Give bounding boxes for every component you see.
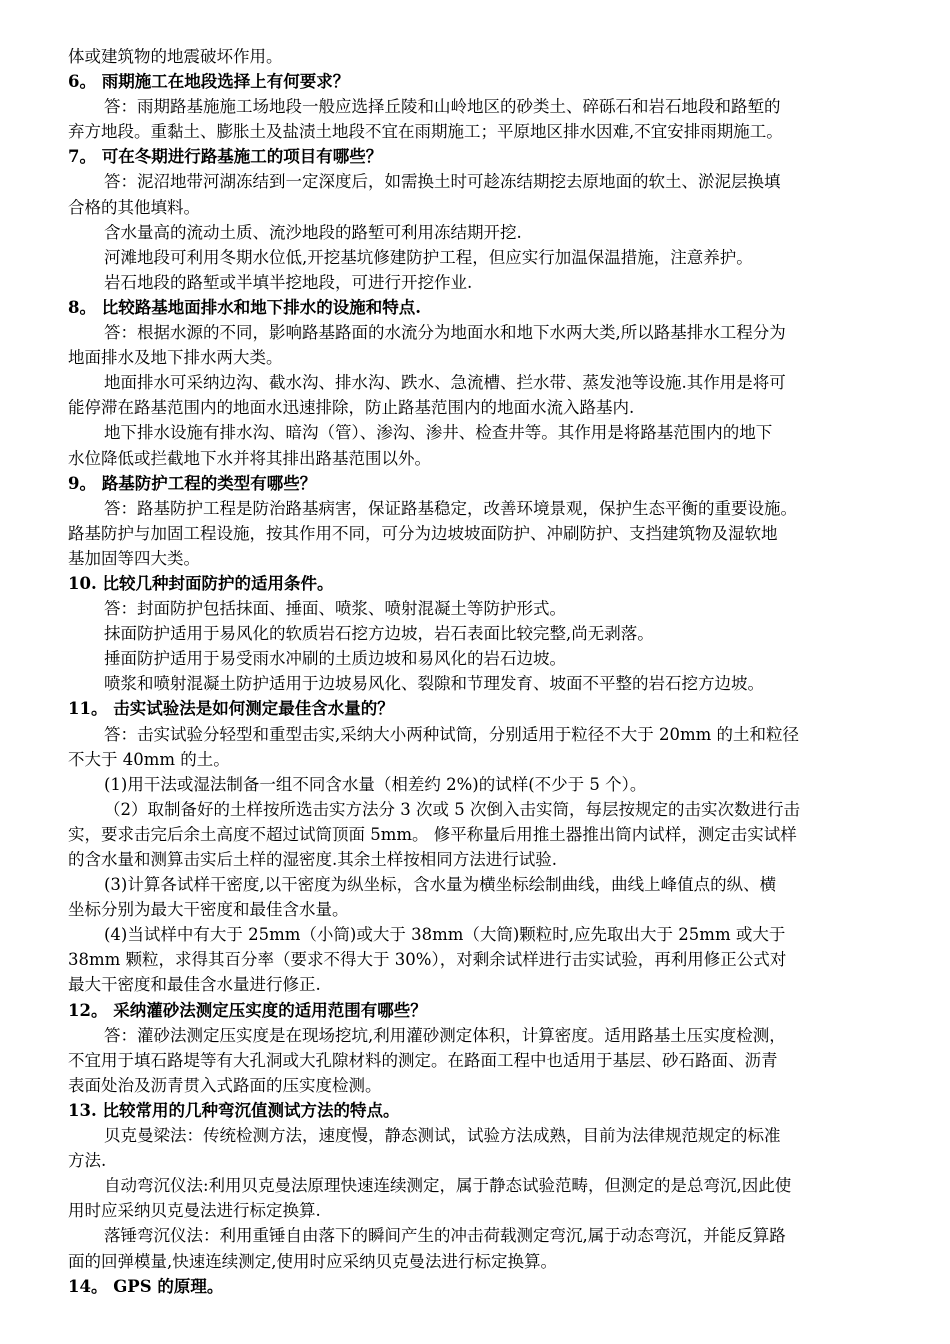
text-line: 答：封面防护包括抹面、捶面、喷浆、喷射混凝土等防护形式。 xyxy=(104,599,566,619)
text-line: 表面处治及沥青贯入式路面的压实度检测。 xyxy=(68,1075,382,1095)
text-line: 地下排水设施有排水沟、暗沟（管）、渗沟、渗井、检查井等。其作用是将路基范围内的地下 xyxy=(104,423,773,443)
text-line: 最大干密度和最佳含水量进行修正. xyxy=(68,975,321,995)
text-line: 不宜用于填石路堤等有大孔洞或大孔隙材料的测定。在路面工程中也适用于基层、砂石路面、沥青 xyxy=(68,1050,778,1070)
text-line: 答：路基防护工程是防治路基病害，保证路基稳定，改善环境景观，保护生态平衡的重要设施。 xyxy=(104,498,797,518)
text-line: 答：泥沼地带河湖冻结到一定深度后，如需换土时可趁冻结期挖去原地面的软土、淤泥层换填 xyxy=(104,172,781,192)
text-line: 捶面防护适用于易受雨水冲刷的土质边坡和易风化的岩石边坡。 xyxy=(104,649,566,669)
question-heading: 14。 GPS 的原理。 xyxy=(68,1276,224,1296)
text-line: 用时应采纳贝克曼法进行标定换算. xyxy=(68,1201,321,1221)
text-line: 方法. xyxy=(68,1151,107,1171)
text-line: 坐标分别为最大干密度和最佳含水量。 xyxy=(68,900,349,920)
question-heading: 6。 雨期施工在地段选择上有何要求？ xyxy=(68,72,350,92)
text-line: （2）取制备好的土样按所选击实方法分 3 次或 5 次倒入击实筒，每层按规定的击实次数进行击 xyxy=(104,799,800,819)
text-line: 含水量高的流动土质、流沙地段的路堑可利用冻结期开挖. xyxy=(104,222,522,242)
text-line: (1)用干法或湿法制备一组不同含水量（相差约 2%)的试样(不少于 5 个）。 xyxy=(104,774,647,794)
text-line: 路基防护与加固工程设施，按其作用不同，可分为边坡坡面防护、冲刷防护、支挡建筑物及湿软地 xyxy=(68,523,778,543)
question-heading: 9。 路基防护工程的类型有哪些？ xyxy=(68,473,317,493)
text-line: 河滩地段可利用冬期水位低,开挖基坑修建防护工程，但应实行加温保温措施，注意养护。 xyxy=(104,247,753,267)
text-line: 不大于 40mm 的土。 xyxy=(68,749,230,769)
text-line: 喷浆和喷射混凝土防护适用于边坡易风化、裂隙和节理发育、坡面不平整的岩石挖方边坡。 xyxy=(104,674,764,694)
text-line: 自动弯沉仪法:利用贝克曼法原理快速连续测定，属于静态试验范畴，但测定的是总弯沉,因此使 xyxy=(104,1176,792,1196)
text-line: 体或建筑物的地震破坏作用。 xyxy=(68,47,283,66)
text-line: 地面排水及地下排水两大类。 xyxy=(68,348,283,368)
text-line: 合格的其他填料。 xyxy=(68,197,200,217)
text-line: 基加固等四大类。 xyxy=(68,548,200,568)
text-line: (4)当试样中有大于 25mm（小筒)或大于 38mm（大筒)颗粒时,应先取出大于 25mm 或大于 xyxy=(104,925,786,945)
text-line: 38mm 颗粒，求得其百分率（要求不得大于 30%），对剩余试样进行击实试验，再利用修正公式对 xyxy=(68,950,787,970)
text-line: 地面排水可采纳边沟、截水沟、排水沟、跌水、急流槽、拦水带、蒸发池等设施.其作用是将可 xyxy=(104,373,786,393)
text-line: 的含水量和测算击实后土样的湿密度.其余土样按相同方法进行试验. xyxy=(68,850,557,869)
text-line: 落锤弯沉仪法：利用重锤自由落下的瞬间产生的冲击荷载测定弯沉,属于动态弯沉，并能反算路 xyxy=(104,1226,786,1246)
question-heading: 7。 可在冬期进行路基施工的项目有哪些？ xyxy=(68,147,383,167)
text-line: 答：灌砂法测定压实度是在现场挖坑,利用灌砂测定体积，计算密度。适用路基土压实度检测， xyxy=(104,1025,786,1045)
question-heading: 12。 采纳灌砂法测定压实度的适用范围有哪些？ xyxy=(68,1000,427,1020)
text-line: 岩石地段的路堑或半填半挖地段，可进行开挖作业. xyxy=(104,272,473,292)
question-heading: 10. 比较几种封面防护的适用条件。 xyxy=(68,573,334,593)
text-line: (3)计算各试样干密度,以干密度为纵坐标，含水量为横坐标绘制曲线，曲线上峰值点的纵、横 xyxy=(104,875,777,895)
text-line: 贝克曼梁法：传统检测方法，速度慢，静态测试，试验方法成熟，目前为法律规范规定的标准 xyxy=(104,1126,781,1146)
text-line: 面的回弹模量,快速连续测定,使用时应采纳贝克曼法进行标定换算。 xyxy=(68,1251,557,1271)
text-line: 答：根据水源的不同，影响路基路面的水流分为地面水和地下水两大类,所以路基排水工程分为 xyxy=(104,323,786,343)
text-line: 实，要求击完后余土高度不超过试筒顶面 5mm。 修平称量后用推土器推出筒内试样，测定击实试样 xyxy=(68,824,797,844)
text-line: 弃方地段。重黏土、膨胀土及盐渍土地段不宜在雨期施工；平原地区排水因难,不宜安排雨期施工。 xyxy=(68,122,783,142)
text-line: 能停滞在路基范围内的地面水迅速排除，防止路基范围内的地面水流入路基内. xyxy=(68,398,635,418)
text-line: 水位降低或拦截地下水并将其排出路基范围以外。 xyxy=(68,448,431,468)
question-heading: 11。 击实试验法是如何测定最佳含水量的？ xyxy=(68,699,394,719)
text-line: 抹面防护适用于易风化的软质岩石挖方边坡，岩石表面比较完整,尚无剥落。 xyxy=(104,624,654,644)
text-line: 答：击实试验分轻型和重型击实,采纳大小两种试筒，分别适用于粒径不大于 20mm 的土和粒径 xyxy=(104,724,800,744)
question-heading: 13. 比较常用的几种弯沉值测试方法的特点。 xyxy=(68,1100,400,1120)
question-heading: 8。 比较路基地面排水和地下排水的设施和特点. xyxy=(68,297,421,317)
text-line: 答：雨期路基施施工场地段一般应选择丘陵和山岭地区的砂类土、碎砾石和岩石地段和路堑的 xyxy=(104,97,781,117)
